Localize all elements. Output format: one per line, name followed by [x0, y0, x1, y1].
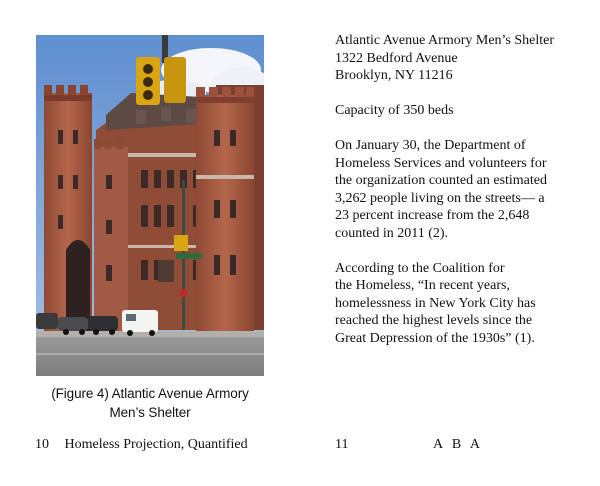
right-page-number: 11 [335, 437, 349, 452]
paragraph-line: 3,262 people living on the streets— a [335, 190, 545, 206]
capacity-line: Capacity of 350 beds [335, 103, 454, 118]
paragraph-2 [335, 260, 575, 348]
paragraph-line: the organization counted an estimated [335, 173, 548, 188]
right-page-text [335, 32, 575, 365]
paragraph-line: counted in 2011 (2). [335, 225, 449, 241]
paragraph-line: 23 percent increase from the 2,648 [335, 208, 530, 223]
paragraph-line: the Homeless, “In recent years, [335, 278, 510, 293]
paragraph-line: According to the Coalition for [335, 260, 505, 276]
shelter-address [335, 32, 575, 85]
left-page-number: 10 [35, 437, 49, 452]
right-running-title: A B A [433, 437, 484, 452]
address-line: Brooklyn, NY 11216 [335, 68, 453, 83]
paragraph-line: On January 30, the Department of [335, 138, 526, 153]
address-line: Atlantic Avenue Armory Men’s Shelter [335, 33, 555, 48]
caption-line: Men’s Shelter [109, 405, 191, 420]
capacity [335, 102, 575, 120]
paragraph-line: homelessness in New York City has [335, 295, 536, 311]
paragraph-line: Homeless Services and volunteers for [335, 155, 547, 171]
paragraph-line: reached the highest levels since the [335, 313, 533, 328]
left-running-title: Homeless Projection, Quantified [64, 437, 248, 452]
armory-photo [36, 35, 264, 376]
caption-line: (Figure 4) Atlantic Avenue Armory [51, 386, 249, 401]
left-folio [35, 436, 248, 454]
address-line: 1322 Bedford Avenue [335, 50, 458, 66]
paragraph-line: Great Depression of the 1930s” (1). [335, 330, 535, 346]
right-folio [335, 436, 484, 454]
figure-caption [36, 384, 264, 422]
paragraph-1 [335, 137, 575, 242]
